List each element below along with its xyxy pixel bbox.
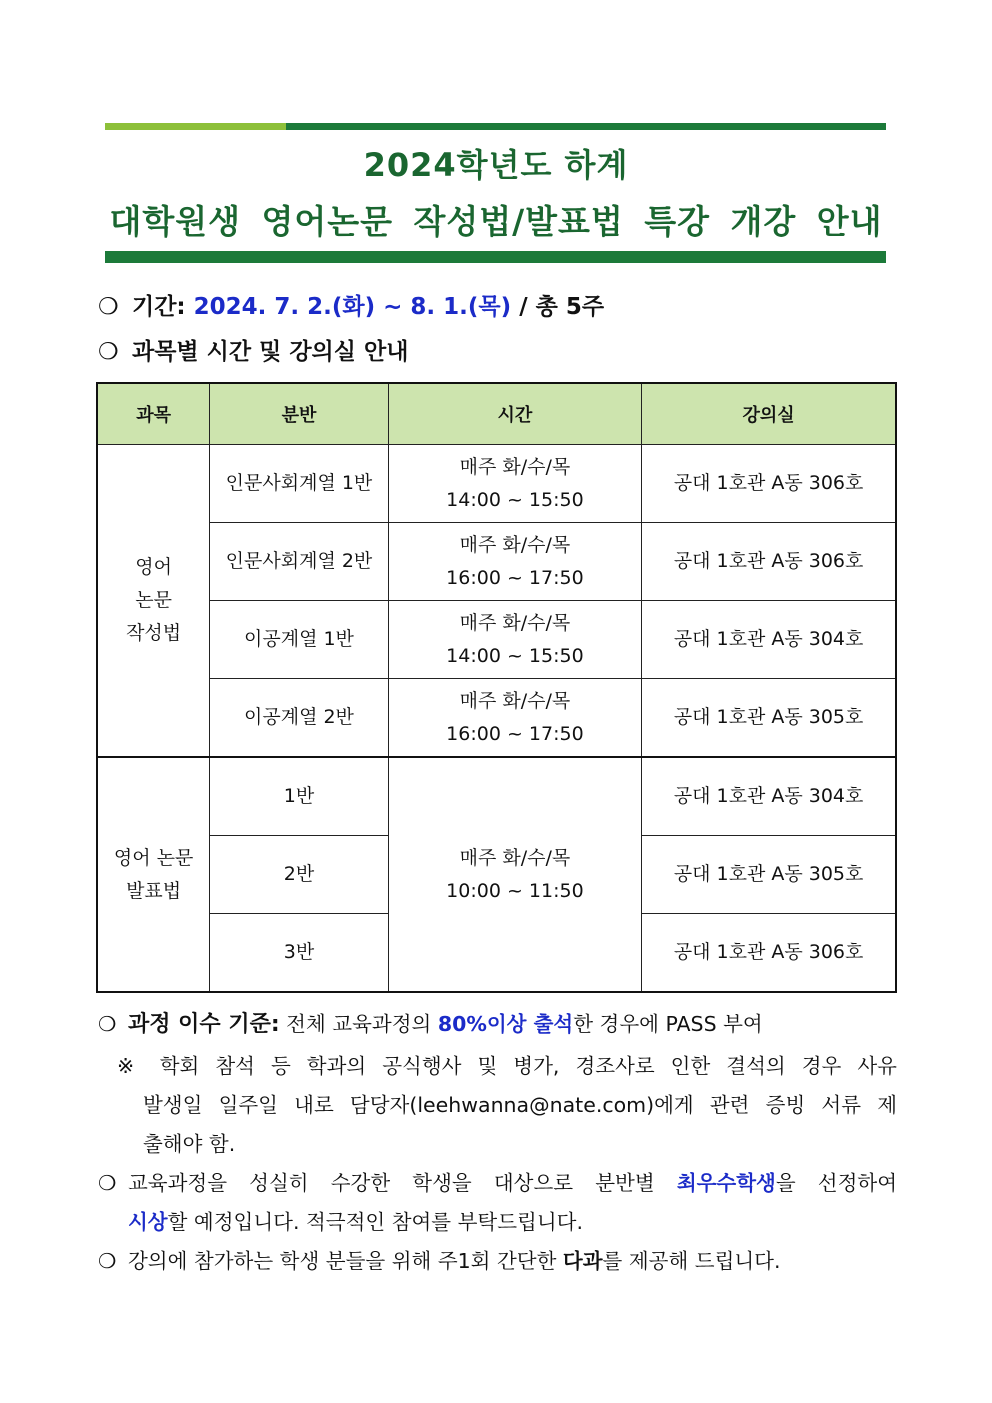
room-cell: 공대 1호관 A동 304호: [642, 601, 896, 679]
criteria-label: 과정 이수 기준:: [128, 1012, 280, 1037]
title-line-1: 2024학년도 하계: [363, 146, 629, 184]
title-top-bar: [105, 123, 886, 130]
room-cell: 공대 1호관 A동 306호: [642, 523, 896, 601]
subject-writing: 영어 논문 작성법: [97, 445, 210, 758]
period-separator: /: [519, 294, 528, 320]
criteria-text-1: 전체 교육과정의: [279, 1012, 438, 1036]
table-row: [97, 679, 896, 758]
section-cell: 3반: [210, 914, 389, 993]
time-cell: 매주 화/수/목 16:00 ~ 17:50: [388, 679, 641, 758]
section-cell: 인문사회계열 1반: [210, 445, 389, 523]
table-row: [97, 601, 896, 679]
header-time: 시간: [388, 383, 641, 445]
section-cell: 1반: [210, 757, 389, 836]
header-subject: 과목: [97, 383, 210, 445]
guide-label: 과목별 시간 및 강의실 안내: [132, 339, 409, 365]
room-cell: 공대 1호관 A동 306호: [642, 445, 896, 523]
circle-bullet-icon: ❍: [98, 1012, 117, 1036]
award-highlight-1: 최우수학생: [676, 1171, 776, 1195]
room-cell: 공대 1호관 A동 306호: [642, 914, 896, 993]
title-bottom-bar: [105, 251, 886, 263]
period-line: [98, 288, 604, 321]
time-cell: 매주 화/수/목 16:00 ~ 17:50: [388, 523, 641, 601]
header-section: 분반: [210, 383, 389, 445]
award-line-1: ❍ 교육과정을 성실히 수강한 학생을 대상으로 분반별 최우수학생을 선정하여: [98, 1164, 897, 1203]
note-mark: ※: [117, 1054, 144, 1078]
note-line-3: 출해야 함.: [143, 1132, 236, 1156]
subject-presentation: 영어 논문 발표법: [97, 757, 210, 992]
award-line-2: 시상할 예정입니다. 적극적인 참여를 부탁드립니다.: [128, 1210, 583, 1234]
table-header-row: [97, 383, 896, 445]
section-cell: 2반: [210, 836, 389, 914]
circle-bullet-icon: ❍: [98, 294, 119, 320]
period-label: 기간:: [132, 294, 186, 320]
title-top-bar-dark: [286, 123, 886, 130]
period-total: 총 5주: [535, 294, 605, 320]
criteria-text-2: 한 경우에 PASS 부여: [573, 1012, 763, 1036]
criteria-highlight: 80%이상 출석: [437, 1012, 574, 1036]
note-line-2: 발생일 일주일 내로 담당자(leehwanna@nate.com)에게 관련 증빙 서류 제: [143, 1093, 897, 1117]
circle-bullet-icon: ❍: [98, 339, 119, 365]
time-cell: 매주 화/수/목 14:00 ~ 15:50: [388, 445, 641, 523]
room-cell: 공대 1호관 A동 305호: [642, 836, 896, 914]
table-row: [97, 523, 896, 601]
criteria-line: [98, 1005, 763, 1044]
room-cell: 공대 1호관 A동 304호: [642, 757, 896, 836]
note-line-1: ※ 학회 참석 등 학과의 공식행사 및 병가, 경조사로 인한 결석의 경우 사유: [117, 1054, 897, 1078]
snack-highlight: 다과: [562, 1249, 603, 1273]
section-cell: 이공계열 1반: [210, 601, 389, 679]
title-line-2: 대학원생 영어논문 작성법/발표법 특강 개강 안내: [109, 202, 883, 241]
period-dates: 2024. 7. 2.(화) ~ 8. 1.(목): [193, 294, 512, 320]
snack-line: ❍ 강의에 참가하는 학생 분들을 위해 주1회 간단한 다과를 제공해 드립니다.: [98, 1242, 781, 1281]
table-row: [97, 445, 896, 523]
guide-line: [98, 333, 408, 366]
table-row: [97, 757, 896, 836]
title-top-bar-light: [105, 123, 286, 130]
section-cell: 이공계열 2반: [210, 679, 389, 758]
room-cell: 공대 1호관 A동 305호: [642, 679, 896, 758]
header-room: 강의실: [642, 383, 896, 445]
award-highlight-2: 시상: [128, 1210, 168, 1234]
circle-bullet-icon: ❍: [98, 1249, 117, 1273]
time-cell: 매주 화/수/목 14:00 ~ 15:50: [388, 601, 641, 679]
section-cell: 인문사회계열 2반: [210, 523, 389, 601]
time-cell-presentation: 매주 화/수/목 10:00 ~ 11:50: [388, 757, 641, 992]
schedule-table: [96, 382, 897, 993]
circle-bullet-icon: ❍: [98, 1171, 117, 1195]
